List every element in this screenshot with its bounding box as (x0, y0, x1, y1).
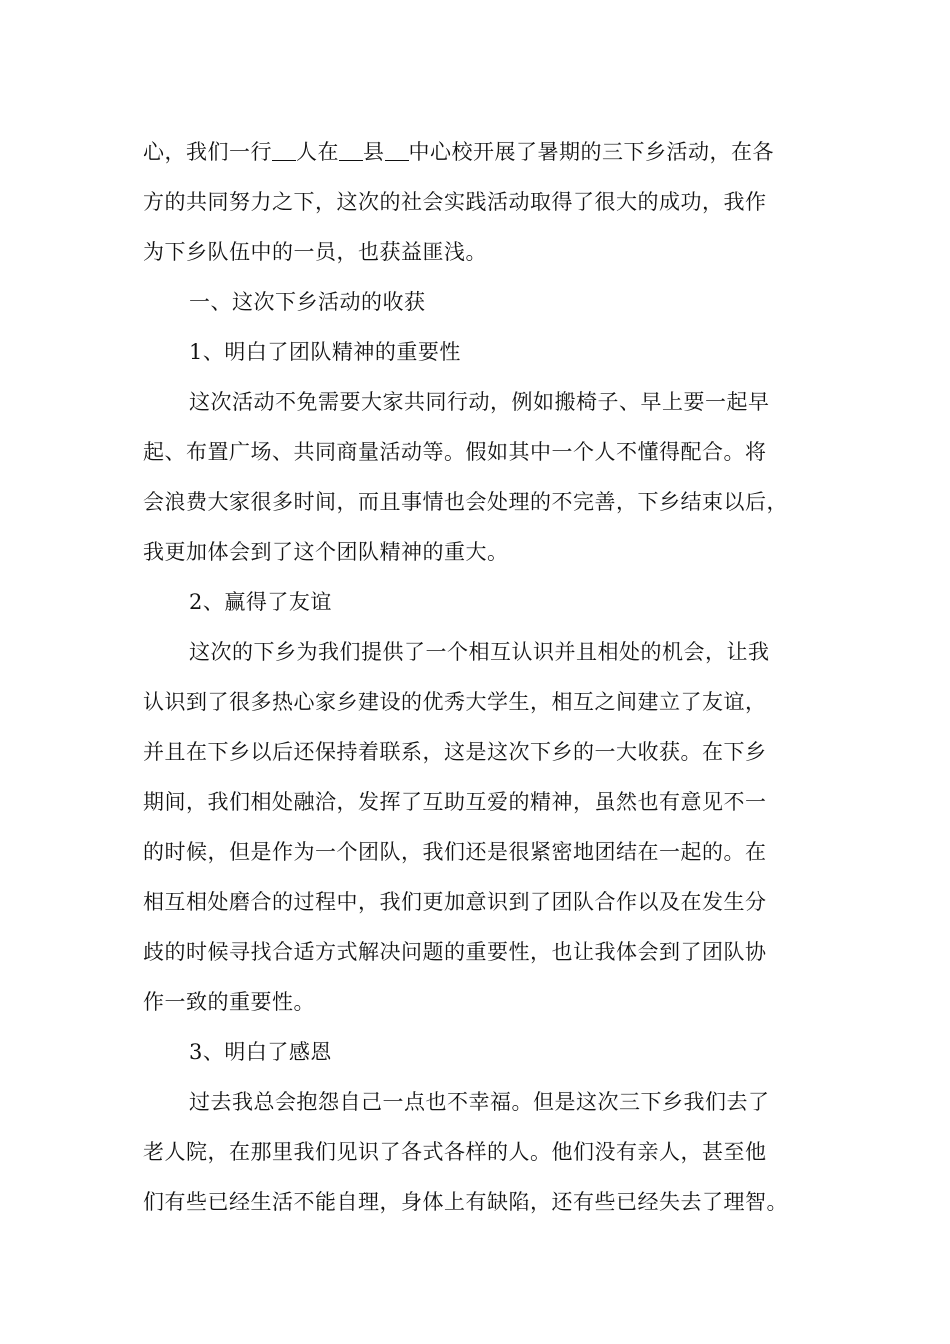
text-segment: 这次的下乡为我们提供了一个相互认识并且相处的机会，让我 (189, 640, 770, 664)
text-segment: 起、布置广场、共同商量活动等。假如其中一个人不懂得配合。将 (143, 440, 767, 464)
text-line (143, 977, 833, 1027)
text-line (143, 627, 833, 677)
text-line (143, 477, 833, 527)
text-segment: 歧的时候寻找合适方式解决问题的重要性，也让我体会到了团队协 (143, 940, 767, 964)
text-segment: 心，我们一行 (143, 140, 272, 164)
text-line (143, 927, 833, 977)
fill-in-blank (272, 144, 296, 161)
text-segment: 人在 (296, 140, 339, 164)
text-segment: 的时候，但是作为一个团队，我们还是很紧密地团结在一起的。在 (143, 840, 767, 864)
text-line (143, 177, 833, 227)
text-line (143, 1077, 833, 1127)
text-line (143, 677, 833, 727)
text-segment: 一、这次下乡活动的收获 (189, 290, 426, 314)
text-segment: 县 (363, 140, 385, 164)
text-segment: 老人院，在那里我们见识了各式各样的人。他们没有亲人，甚至他 (143, 1140, 767, 1164)
text-segment: 过去我总会抱怨自己一点也不幸福。但是这次三下乡我们去了 (189, 1090, 770, 1114)
text-line (143, 827, 833, 877)
text-segment: 们有些已经生活不能自理，身体上有缺陷，还有些已经失去了理智。 (143, 1190, 788, 1214)
text-segment: 这次活动不免需要大家共同行动，例如搬椅子、早上要一起早 (189, 390, 770, 414)
text-segment: 认识到了很多热心家乡建设的优秀大学生，相互之间建立了友谊， (143, 690, 767, 714)
text-line (143, 1177, 833, 1227)
text-line (143, 327, 833, 377)
text-line (143, 527, 833, 577)
text-segment: 相互相处磨合的过程中，我们更加意识到了团队合作以及在发生分 (143, 890, 767, 914)
fill-in-blank (339, 144, 363, 161)
text-line (143, 427, 833, 477)
fill-in-blank (385, 144, 409, 161)
text-segment: 会浪费大家很多时间，而且事情也会处理的不完善，下乡结束以后， (143, 490, 788, 514)
document-body (143, 127, 833, 1227)
text-line (143, 877, 833, 927)
text-segment: 中心校开展了暑期的三下乡活动，在各 (408, 140, 774, 164)
text-line (143, 127, 833, 177)
text-segment: 我更加体会到了这个团队精神的重大。 (143, 540, 509, 564)
text-segment: 2、赢得了友谊 (189, 590, 332, 614)
text-line (143, 227, 833, 277)
text-line (143, 1127, 833, 1177)
text-segment: 方的共同努力之下，这次的社会实践活动取得了很大的成功，我作 (143, 190, 767, 214)
text-line (143, 777, 833, 827)
text-line (143, 577, 833, 627)
text-line (143, 1027, 833, 1077)
text-segment: 作一致的重要性。 (143, 990, 315, 1014)
text-line (143, 727, 833, 777)
text-segment: 并且在下乡以后还保持着联系，这是这次下乡的一大收获。在下乡 (143, 740, 767, 764)
text-segment: 期间，我们相处融洽，发挥了互助互爱的精神，虽然也有意见不一 (143, 790, 767, 814)
text-segment: 3、明白了感恩 (189, 1040, 332, 1064)
text-segment: 为下乡队伍中的一员，也获益匪浅。 (143, 240, 487, 264)
text-line (143, 377, 833, 427)
text-line (143, 277, 833, 327)
text-segment: 1、明白了团队精神的重要性 (189, 340, 461, 364)
